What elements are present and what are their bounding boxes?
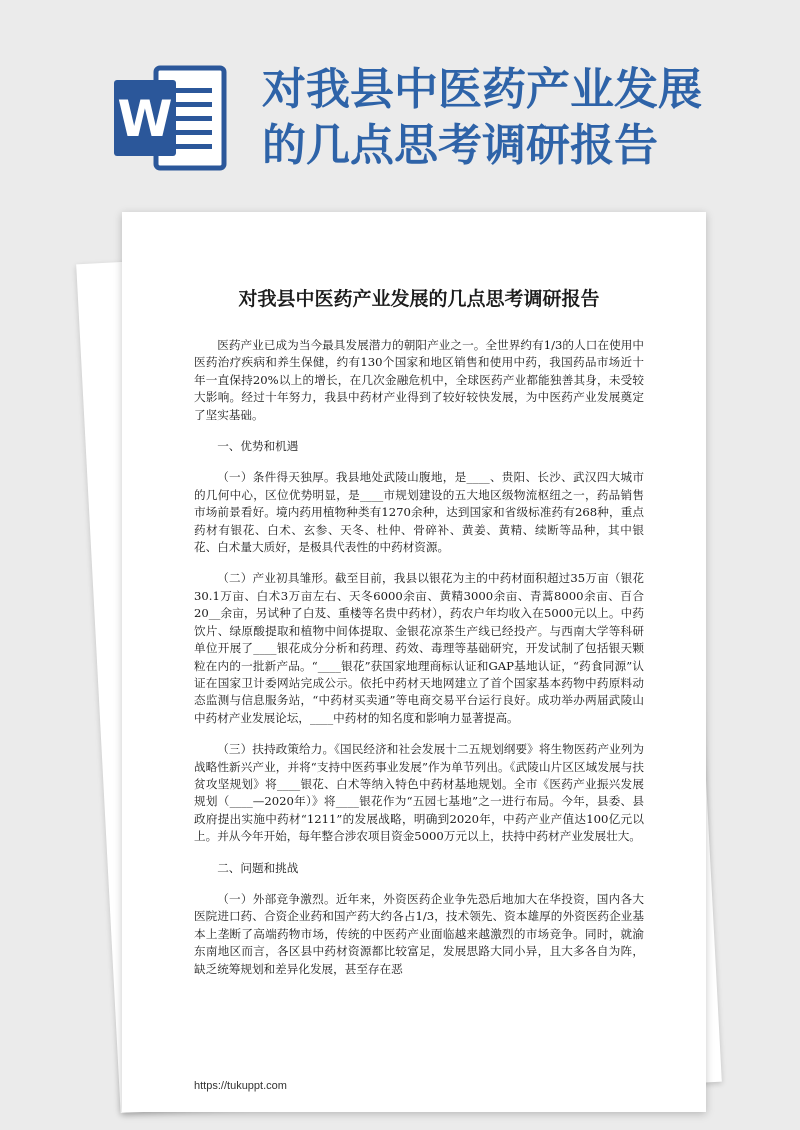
word-icon-letter: W xyxy=(117,90,173,148)
page-heading xyxy=(262,62,782,174)
document-title: 对我县中医药产业发展的几点思考调研报告 xyxy=(238,288,600,310)
intro-paragraph: 医药产业已成为当今最具发展潜力的朝阳产业之一。全世界约有1/3的人口在使用中医药治疗疾病和养生保健，约有130个国家和地区销售和使用中药，我国药品市场近十年一直保持20%以上的增长，在几次金融危机中，全球医药产业都能独善其身，未受较大影响。经过十年努力，我县中药材产业得到了较好较快发展，为中医药产业发展奠定了坚实基础。 xyxy=(194,338,644,422)
heading-line-2: 的几点思考调研报告 xyxy=(262,120,658,171)
paragraph-industry: （二）产业初具雏形。截至目前，我县以银花为主的中药材面积超过35万亩（银花30.1万亩、白术3万亩左右、天冬6000余亩、黄精3000余亩、青蒿8000余亩、百合20__余亩，另试种了白芨、重楼等名贵中药材），药农户年均收入在5000元以上。中药饮片、绿原酸提取和植物中间体提取、金银花凉茶生产线已经投产。与西南大学等科研单位开展了____银花成分分析和药理、药效、毒理等基础研究，开发试制了包括银天颗粒在内的一批新产品。“____银花”获国家地理商标认证和GAP基地认证，“药食同源”认证在国家卫计委网站完成公示。依托中药材天地网建立了首个国家基本药物中药原料动态监测与信息服务站，“中药材买卖通”等电商交易平台运行良好。成功举办两届武陵山中药材产业发展论坛，____中药材的知名度和影响力显著提高。 xyxy=(194,571,644,725)
banner xyxy=(0,0,800,200)
document-body xyxy=(194,284,644,992)
section-heading-1: 一、优势和机遇 xyxy=(217,439,299,454)
footer-url: https://tukuppt.com xyxy=(194,1080,287,1092)
document-page xyxy=(122,212,706,1112)
paragraph-competition: （一）外部竞争激烈。近年来，外资医药企业争先恐后地加大在华投资，国内各大医院进口药、合资企业药和国产药大约各占1/3，技术领先、资本雄厚的外资医药企业基本上垄断了高端药物市场，传统的中医药产业面临越来越激烈的市场竞争。同时，就渝东南地区而言，各区县中药材资源都比较富足，发展思路大同小异，且大多各自为阵，缺乏统筹规划和差异化发展，甚至存在恶 xyxy=(194,891,644,976)
paragraph-policy: （三）扶持政策给力。《国民经济和社会发展十二五规划纲要》将生物医药产业列为战略性新兴产业，并将“支持中医药事业发展”作为单节列出。《武陵山片区区域发展与扶贫攻坚规划》将____银花、白术等纳入特色中药材基地规划。全市《医药产业振兴发展规划（____—2020年）》将____银花作为“五园七基地”之一进行布局。今年，县委、县政府提出实施中药材“1211”的发展战略，明确到2020年，中药产业产值达100亿元以上。并从今年开始，每年整合涉农项目资金5000万元以上，扶持中药材产业发展壮大。 xyxy=(194,742,644,844)
section-heading-2: 二、问题和挑战 xyxy=(217,860,299,875)
word-document-icon xyxy=(112,62,230,174)
paragraph-conditions: （一）条件得天独厚。我县地处武陵山腹地，是____、贵阳、长沙、武汉四大城市的几何中心，区位优势明显，是____市规划建设的五大地区级物流枢纽之一，药品销售市场前景看好。境内药用植物种类有1270余种，达到国家和省级标准药有268种，重点药材有银花、白术、玄参、天冬、杜仲、骨碎补、黄姜、黄精、续断等品种，其中银花、白术量大质好，是极具代表性的中药材资源。 xyxy=(194,470,644,555)
heading-line-1: 对我县中医药产业发展 xyxy=(262,64,702,115)
